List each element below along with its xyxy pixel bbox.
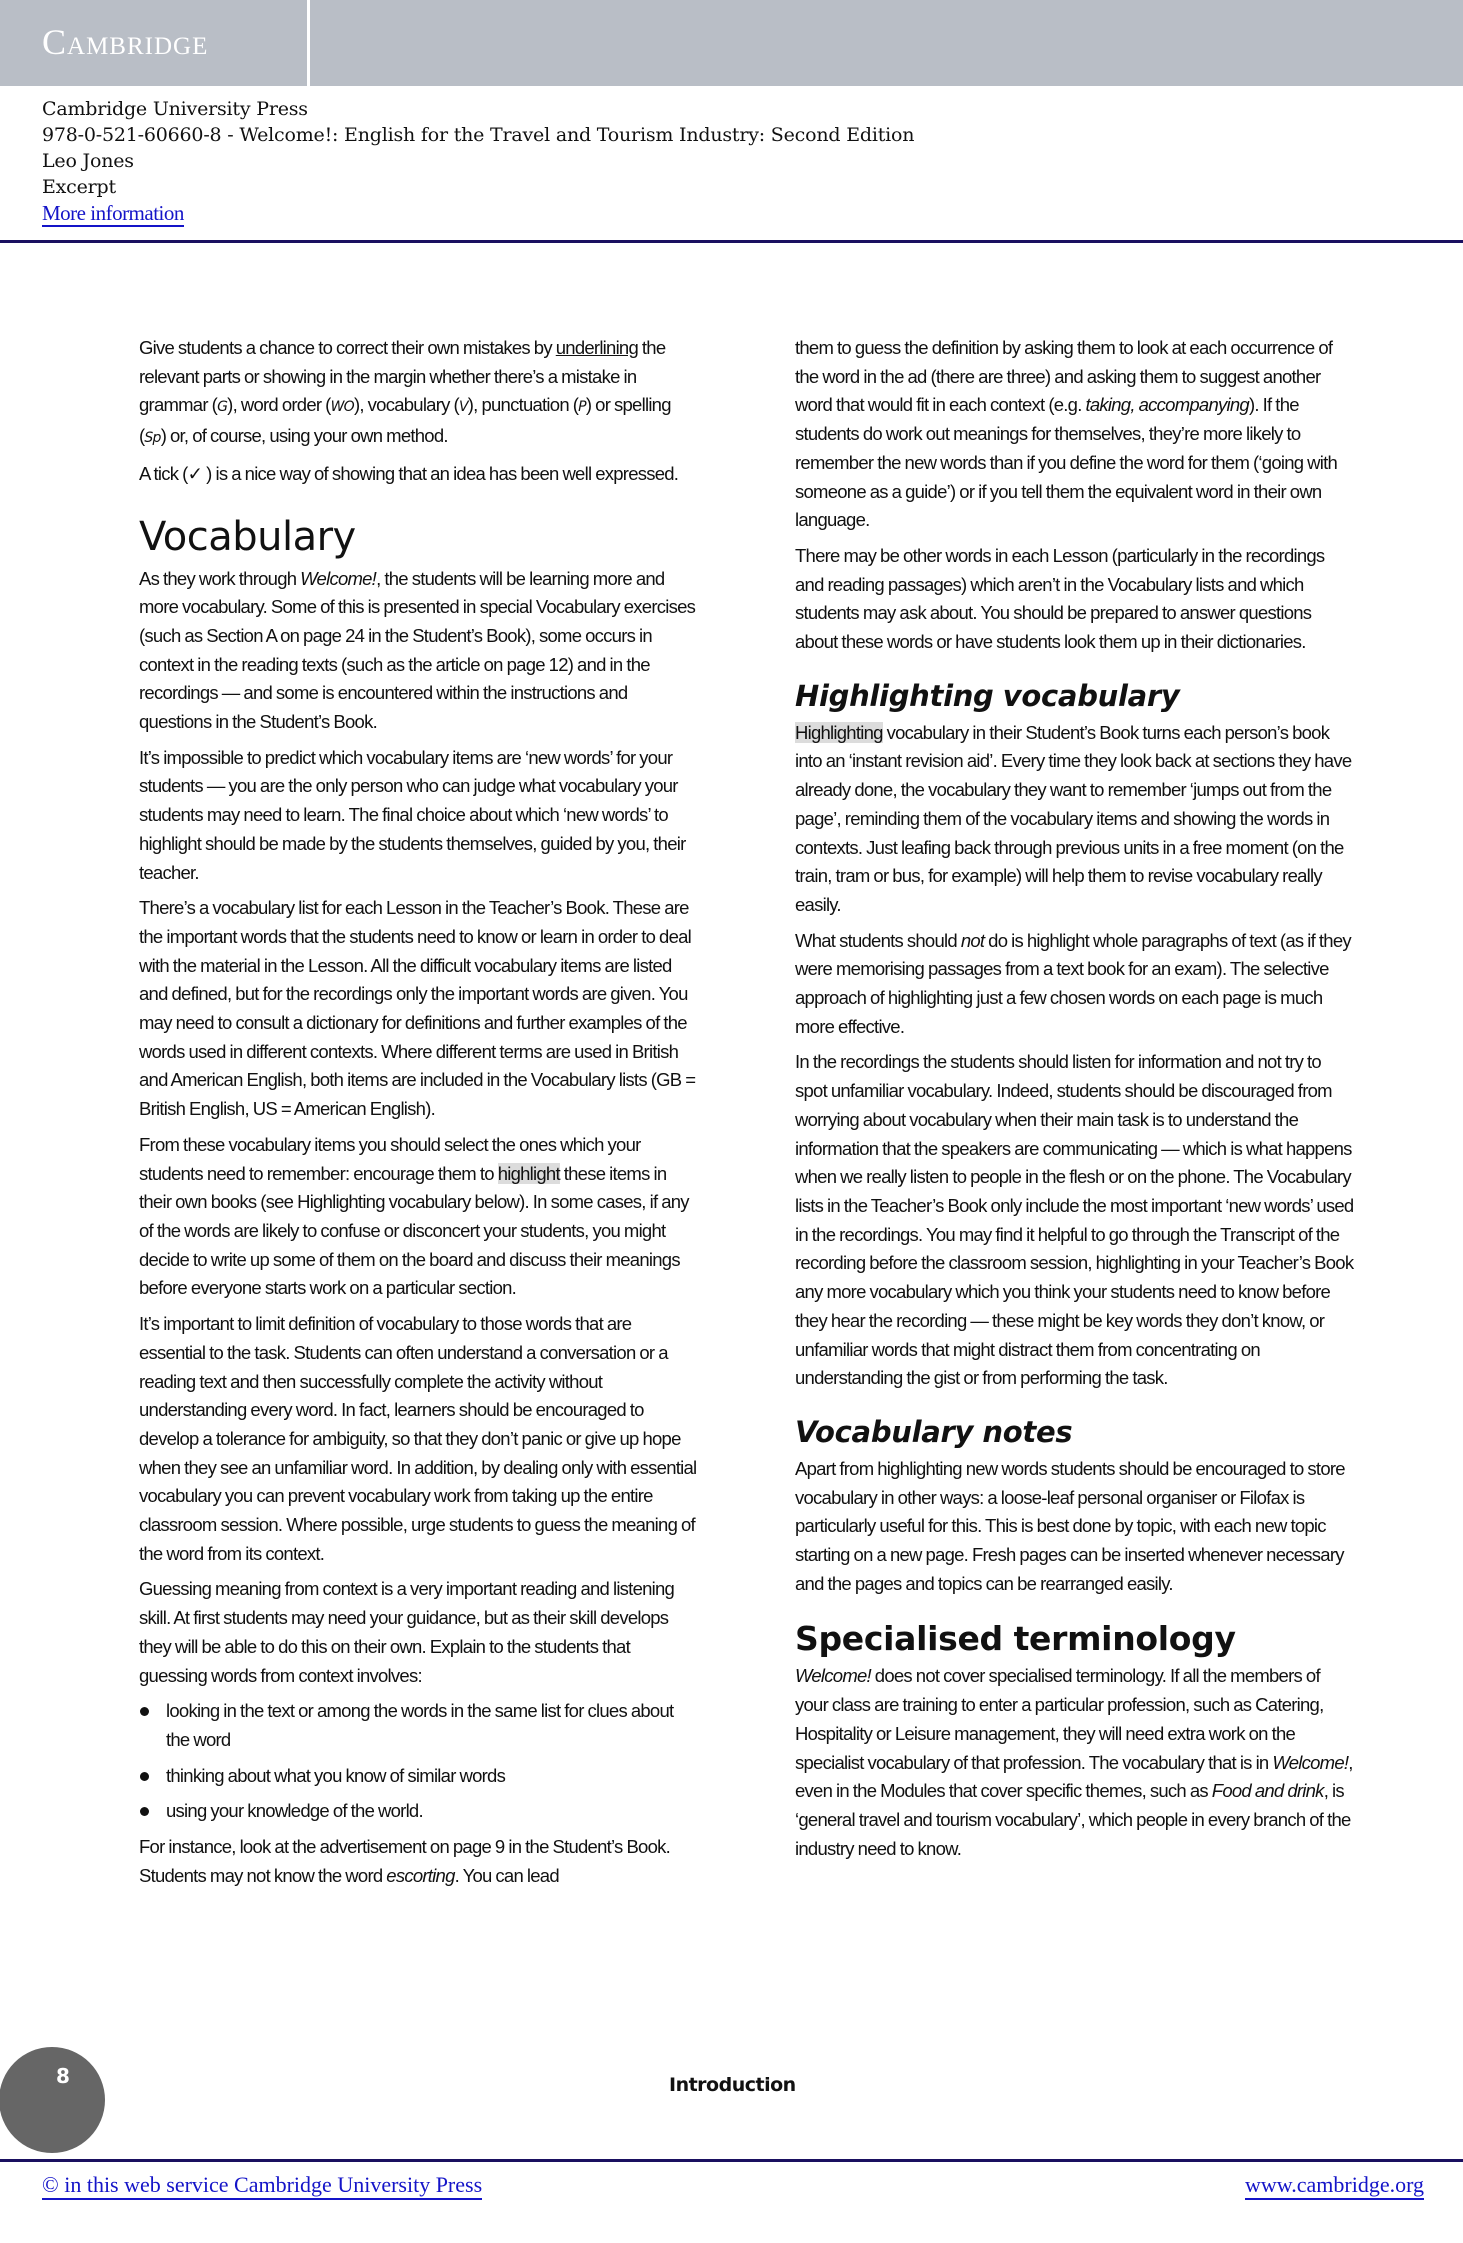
cambridge-logo: Cambridge [42,22,209,62]
tick-icon: ✓ [187,462,203,484]
paragraph: For instance, look at the advertisement on page 9 in the Student’s Book. Students may not know the word escorting. You can lead [139,1836,670,1886]
paragraph: Highlighting vocabulary in their Student’s Book turns each person’s book into an ‘instant revision aid’. Every time they look back at sections they have already done, the vocabulary they want to remember ‘jumps out from the page’, reminding them of the vocabulary items and showing the words in contexts. Just leafing back through previous units in a free moment (on the train, tram or bus, for example) will help them to revise vocabulary really easily. [795,721,1352,915]
paragraph: There’s a vocabulary list for each Lesson in the Teacher’s Book. These are the important words that the students need to know or learn in order to deal with the material in the Lesson. All the difficult vocabulary items are listed and defined, but for the recordings only the important words are given. You may need to consult a dictionary for definitions and further examples of the words used in different contexts. Where different terms are used in British and American English, both items are included in the Vocabulary lists (GB = British English, US = American English). [139,897,696,1120]
publisher-name: Cambridge University Press [42,98,308,120]
paragraph: There may be other words in each Lesson (particularly in the recordings and reading passages) which aren’t in the Vocabulary lists and which students may ask about. You should be prepared to answer questions about these words or have students look them up in their dictionaries. [795,544,1325,653]
section-heading-specialised-terminology: Specialised terminology [795,1619,1236,1659]
header-rule [0,240,1463,243]
paragraph: It’s impossible to predict which vocabulary items are ‘new words’ for your students — you are the only person who can judge what vocabulary your students may need to learn. The final choice about which ‘new words’ to highlight should be made by the students themselves, guided by you, their teacher. [139,746,686,883]
paragraph: It’s important to limit definition of vocabulary to those words that are essential to the task. Students can often understand a conversation or a reading text and then successfully complete the activity without understanding every word. In fact, learners should be encouraged to develop a tolerance for ambiguity, so that they don’t panic or give up hope when they see an unfamiliar word. In addition, by dealing only with essential vocabulary you can prevent vocabulary work from taking up the entire classroom session. Where possible, urge students to guess the meaning of the word from its context. [139,1313,697,1564]
paragraph: them to guess the definition by asking them to look at each occurrence of the word in the ad (there are three) and asking them to suggest another word that would fit in each context (e.g. taking, accompanying). If the students do work out meanings for themselves, they’re more likely to remember the new words than if you define the word for them (‘going with someone as a guide’) or if you tell them the equivalent word in their own language. [795,337,1338,531]
right-column [795,334,1355,1870]
book-title-line: 978-0-521-60660-8 - Welcome!: English for the Travel and Tourism Industry: Second Edition [42,124,915,146]
bullet-list [139,1697,699,1826]
highlighted-word: highlight [497,1162,560,1184]
section-heading-vocabulary: Vocabulary [139,513,356,560]
paragraph: Give students a chance to correct their own mistakes by underlining the relevant parts or showing in the margin whether there’s a mistake in grammar (G), word order (WO), vocabulary (V), punctuation (P) or spelling (Sp) or, of course, using your own method. [139,337,671,447]
paragraph: Apart from highlighting new words students should be encouraged to store vocabulary in other ways: a loose-leaf personal organiser or Filofax is particularly useful for this. This is best done by topic, with each new topic starting on a new page. Fresh pages can be inserted whenever necessary and the pages and topics can be rearranged easily. [795,1457,1345,1594]
list-item: using your knowledge of the world. [139,1797,699,1826]
paragraph: Guessing meaning from context is a very important reading and listening skill. At first students may need your guidance, but as their skill develops they will be able to do this on their own. Explain to the students that guessing words from context involves: [139,1578,675,1686]
subsection-heading-highlighting: Highlighting vocabulary [795,678,1180,713]
paragraph: In the recordings the students should listen for information and not try to spot unfamiliar vocabulary. Indeed, students should be discouraged from worrying about vocabulary when their main task is to understand the information that the speakers are communicating — which is what happens when we really listen to people in the flesh or on the phone. The Vocabulary lists in the Teacher’s Book only include the most important ‘new words’ used in the recordings. You may find it helpful to go through the Transcript of the recording before the classroom session, highlighting in your Teacher’s Book any more vocabulary which you think your students need to know before they hear the recording — these might be key words they don’t know, or unfamiliar words that might distract them from concentrating on understanding the gist or from performing the task. [795,1051,1354,1389]
page-number-badge [0,2047,105,2153]
document-type: Excerpt [42,176,116,198]
correction-mark-word-order: WO [330,399,354,416]
header-band [0,0,1463,86]
underlined-word: underlining [555,337,639,358]
footer-rule [0,2159,1463,2162]
paragraph: Welcome! does not cover specialised terminology. If all the members of your class are training to enter a particular profession, such as Catering, Hospitality or Leisure management, they will need extra work on the specialist vocabulary of that profession. The vocabulary that is in Welcome!, even in the Modules that cover specific themes, such as Food and drink, is ‘general travel and tourism vocabulary’, which people in every branch of the industry need to know. [795,1665,1353,1859]
paragraph: A tick (✓ ) is a nice way of showing that an idea has been well expressed. [139,462,679,484]
subsection-heading-vocabulary-notes: Vocabulary notes [795,1414,1073,1449]
highlighted-word: Highlighting [795,721,883,743]
paragraph: From these vocabulary items you should select the ones which your students need to remember: encourage them to highlight these items in their own books (see Highlighting vocabulary below). In some cases, if any of the words are likely to confuse or disconcert your students, you might decide to write up some of them on the board and discuss their meanings before everyone starts work on a particular section. [139,1133,689,1299]
correction-mark-vocabulary: V [458,399,468,416]
left-column [139,334,699,1897]
correction-mark-spelling: Sp [144,430,161,447]
correction-mark-punctuation: P [578,399,586,416]
website-link[interactable]: www.cambridge.org [1245,2172,1424,2200]
book-metadata [42,96,914,227]
copyright-link[interactable]: © in this web service Cambridge University Press [42,2172,482,2200]
page-number: 8 [56,2064,70,2088]
correction-mark-grammar: G [217,399,228,416]
paragraph: What students should not do is highlight whole paragraphs of text (as if they were memorising passages from a text book for an exam). The selective approach of highlighting just a few chosen words on each page is much more effective. [795,929,1351,1037]
paragraph: As they work through Welcome!, the students will be learning more and more vocabulary. Some of this is presented in special Vocabulary exercises (such as Section A on page 24 in the Student’s Book), some occurs in context in the reading texts (such as the article on page 12) and in the recordings — and some is encountered within the instructions and questions in the Student’s Book. [139,567,696,733]
list-item: looking in the text or among the words in the same list for clues about the word [139,1697,699,1754]
header-divider [307,0,310,86]
author-name: Leo Jones [42,150,134,172]
list-item: thinking about what you know of similar words [139,1762,699,1791]
running-title: Introduction [669,2074,796,2096]
more-information-link[interactable]: More information [42,201,184,225]
